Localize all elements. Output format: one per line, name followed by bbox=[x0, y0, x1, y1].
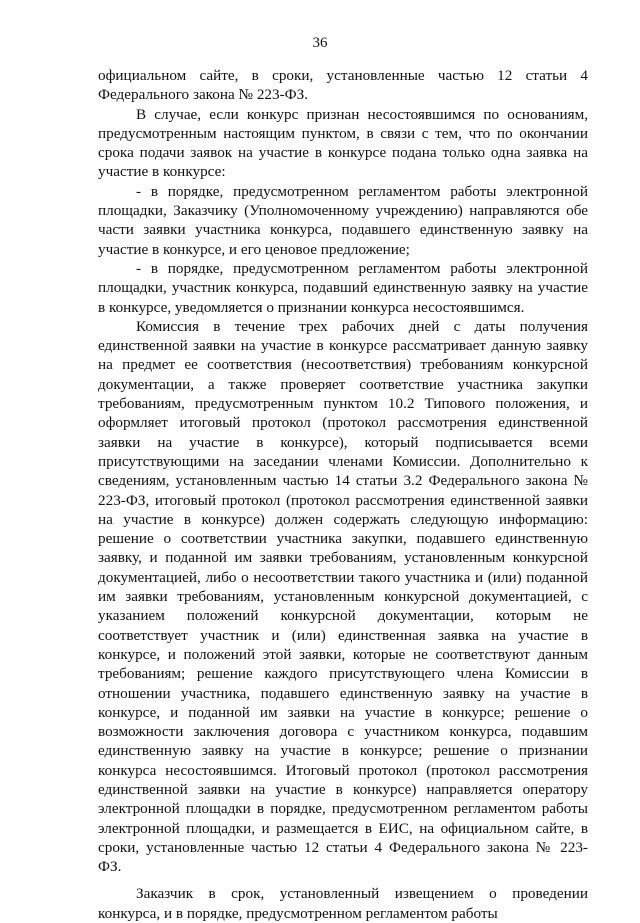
text-line: предусмотренным настоящим пунктом, в связи с тем, что по окончании bbox=[98, 124, 588, 142]
text-line: указанием положений конкурсной документации, которым не bbox=[98, 607, 588, 625]
text-line: В случае, если конкурс признан несостоявшимся по основаниям, bbox=[136, 105, 588, 123]
text-line: конкурсе, и поданной им заявки на участие в конкурсе; решение о bbox=[98, 703, 588, 721]
text-line: заявку, и поданной им заявки требованиям, установленным конкурсной bbox=[98, 549, 588, 567]
text-line: решение о соответствии участника закупки, подавшего единственную bbox=[98, 530, 588, 548]
paragraph-gap bbox=[98, 876, 588, 884]
text-line: требованиям; решение каждого присутствующего члена Комиссии в bbox=[98, 665, 588, 683]
text-line: Заказчик в срок, установленный извещением о проведении bbox=[136, 885, 588, 903]
text-line: документации, а также проверяет соответствие участника закупки bbox=[98, 375, 588, 393]
text-line: официальном сайте, в сроки, установленные частью 12 статьи 4 bbox=[98, 67, 588, 84]
text-line: требованиям, предусмотренным пунктом 10.2 Типового положения, и bbox=[98, 395, 588, 413]
text-line: Комиссия в течение трех рабочих дней с даты получения bbox=[136, 317, 588, 335]
text-line: конкурсе, и положений этой заявки, которые не соответствуют данным bbox=[98, 645, 588, 663]
text-line: на участие в конкурсе) должен содержать следующую информацию: bbox=[98, 510, 588, 528]
text-line: - в порядке, предусмотренном регламентом работы электронной bbox=[136, 182, 588, 200]
text-line: - в порядке, предусмотренном регламентом работы электронной bbox=[136, 259, 588, 277]
document-body bbox=[98, 66, 588, 923]
text-line: конкурса несостоявшимся. Итоговый протокол (протокол рассмотрения bbox=[98, 761, 588, 779]
text-line: площадки, Заказчику (Уполномоченному учреждению) направляются обе bbox=[98, 202, 588, 220]
text-line: документацией, либо о несоответствии такого участника и (или) поданной bbox=[98, 568, 588, 586]
text-line: на предмет ее соответствия (несоответствия) требованиям конкурсной bbox=[98, 356, 588, 374]
text-line: в конкурсе, уведомляется о признании конкурса несостоявшимся. bbox=[98, 298, 525, 316]
text-line: Федерального закона № 223-ФЗ. bbox=[98, 86, 309, 104]
text-line: 223-ФЗ, итоговый протокол (протокол рассмотрения единственной заявки bbox=[98, 491, 588, 509]
text-line: электронной площадки, и размещается в ЕИС, на официальном сайте, в bbox=[98, 819, 588, 837]
text-line: площадки, участник конкурса, подавший единственную заявку на участие bbox=[98, 279, 588, 297]
text-line: ФЗ. bbox=[98, 858, 122, 876]
text-line: единственной заявки на участие в конкурсе) направляется оператору bbox=[98, 780, 588, 798]
text-line: сроки, установленные частью 12 статьи 4 Федерального закона № 223- bbox=[98, 838, 588, 856]
text-line: соответствует участник и (или) единственная заявка на участие в bbox=[98, 626, 588, 644]
text-line: им заявки требованиям, установленным конкурсной документацией, с bbox=[98, 588, 588, 606]
text-line: электронной площадки в порядке, предусмотренном регламентом работы bbox=[98, 800, 588, 818]
text-line: срока подачи заявок на участие в конкурсе подана только одна заявка на bbox=[98, 144, 588, 162]
text-line: заявки на участие в конкурсе), который подписывается всеми bbox=[98, 433, 588, 451]
text-line: отношении участника, подавшего единственную заявку на участие в bbox=[98, 684, 588, 702]
text-line: единственную заявку на участие в конкурсе; решение о признании bbox=[98, 742, 588, 760]
text-line: присутствующими на заседании членами Комиссии. Дополнительно к bbox=[98, 452, 588, 470]
text-line: конкурса, и в порядке, предусмотренном регламентом работы bbox=[98, 904, 498, 922]
text-line: сведениям, установленным частью 14 статьи 3.2 Федерального закона № bbox=[98, 472, 588, 490]
text-line: оформляет итоговый протокол (протокол рассмотрения единственной bbox=[98, 414, 588, 432]
text-line: единственной заявки на участие в конкурсе рассматривает данную заявку bbox=[98, 337, 588, 355]
page-number: 36 bbox=[312, 35, 328, 51]
text-line: части заявки участника конкурса, подавшего единственную заявку на bbox=[98, 221, 588, 239]
text-line: участие в конкурсе, и его ценовое предложение; bbox=[98, 240, 410, 258]
text-line: возможности заключения договора с участником конкурса, подавшим bbox=[98, 723, 588, 741]
text-line: участие в конкурсе: bbox=[98, 163, 226, 181]
